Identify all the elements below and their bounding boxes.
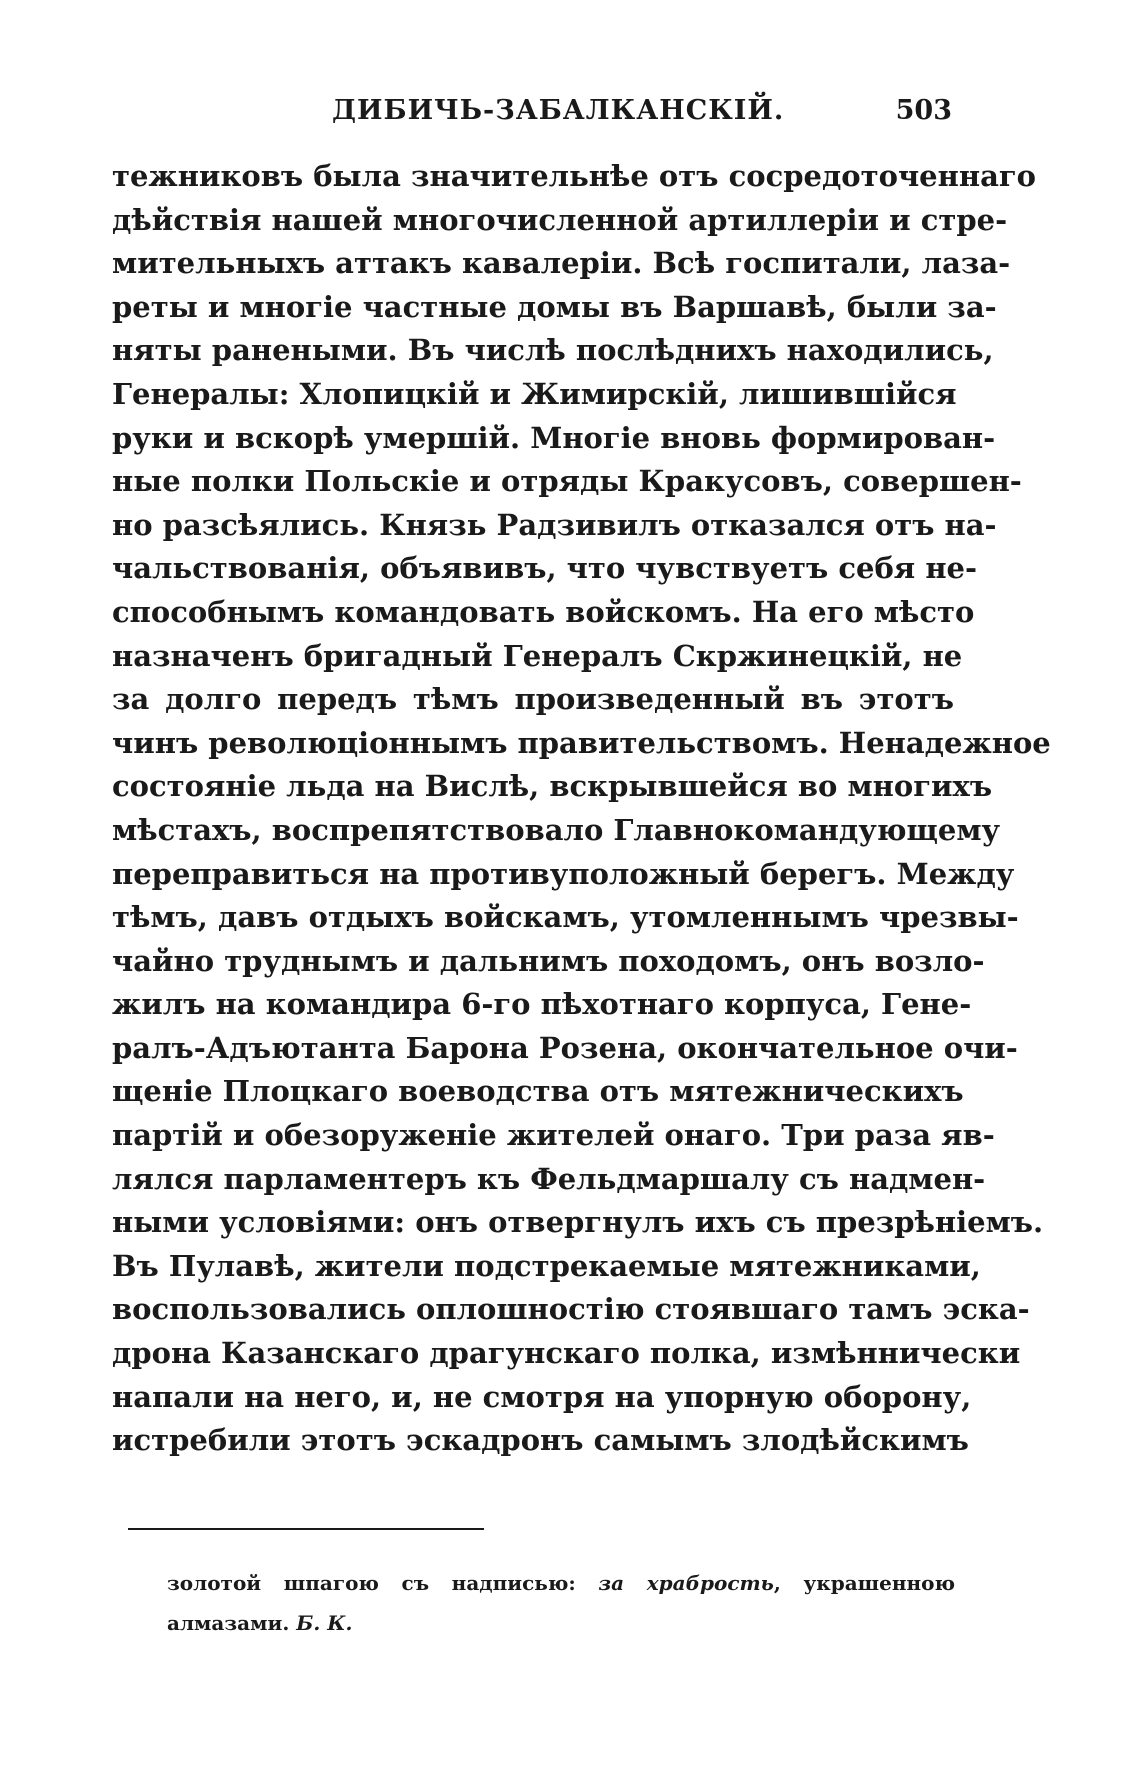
text-line: дрона Казанскаго драгунскаго полка, измѣннически bbox=[112, 1336, 1021, 1371]
text-line: состояніе льда на Вислѣ, вскрывшейся во многихъ bbox=[112, 769, 993, 804]
footnote-rule bbox=[128, 1528, 484, 1530]
text-line: ными условіями: онъ отвергнулъ ихъ съ презрѣніемъ. bbox=[112, 1205, 1044, 1240]
body-text bbox=[112, 155, 1051, 1463]
text-line: мѣстахъ, воспрепятствовало Главнокомандующему bbox=[112, 812, 1001, 847]
text-line: воспользовались оплошностію стоявшаго тамъ эска- bbox=[112, 1292, 1030, 1327]
text-line: способнымъ командовать войскомъ. На его мѣсто bbox=[112, 594, 975, 629]
text-line: тежниковъ была значительнѣе отъ сосредоточеннаго bbox=[112, 159, 1036, 193]
footnote-line bbox=[167, 1563, 955, 1603]
footnote-line bbox=[167, 1603, 955, 1643]
footnote-emphasis: за храбрость bbox=[598, 1571, 774, 1595]
text-line: за долго передъ тѣмъ произведенный въ этотъ bbox=[112, 682, 954, 717]
text-line: переправиться на противуположный берегъ. Между bbox=[112, 856, 1015, 891]
text-line: няты ранеными. Въ числѣ послѣднихъ находились, bbox=[112, 333, 994, 368]
text-line: руки и вскорѣ умершій. Многіе вновь формирован- bbox=[112, 420, 996, 455]
footnote-text: алмазами. bbox=[167, 1611, 297, 1635]
text-line: лялся парламентеръ къ Фельдмаршалу съ надмен- bbox=[112, 1161, 986, 1196]
text-line: чайно труднымъ и дальнимъ походомъ, онъ возло- bbox=[112, 943, 985, 978]
text-line: партій и обезоруженіе жителей онаго. Три раза яв- bbox=[112, 1118, 995, 1153]
text-line: истребили этотъ эскадронъ самымъ злодѣйскимъ bbox=[112, 1423, 969, 1458]
text-line: щеніе Плоцкаго воеводства отъ мятежническихъ bbox=[112, 1074, 964, 1109]
text-line: но разсѣялись. Князь Радзивилъ отказался отъ на- bbox=[112, 507, 997, 542]
text-line: назначенъ бригадный Генералъ Скржинецкій, не bbox=[112, 638, 963, 673]
text-line: чальствованія, объявивъ, что чувствуетъ себя не- bbox=[112, 551, 978, 586]
page-number: 503 bbox=[895, 95, 952, 126]
running-title: ДИБИЧЬ-ЗАБАЛКАНСКІЙ. bbox=[332, 95, 785, 126]
text-line: Въ Пулавѣ, жители подстрекаемые мятежниками, bbox=[112, 1248, 981, 1283]
footnote-text: , украшенною bbox=[773, 1571, 955, 1595]
footnote-text: золотой шпагою съ надписью: bbox=[167, 1571, 599, 1595]
text-line: напали на него, и, не смотря на упорную оборону, bbox=[112, 1379, 972, 1414]
text-line: чинъ революціоннымъ правительствомъ. Ненадежное bbox=[112, 725, 1051, 760]
text-line: Генералы: Хлопицкій и Жимирскій, лишившійся bbox=[112, 376, 957, 411]
text-line: жилъ на командира 6-го пѣхотнаго корпуса, Гене- bbox=[112, 987, 972, 1022]
text-line: реты и многіе частные домы въ Варшавѣ, были за- bbox=[112, 289, 997, 324]
text-line: ные полки Польскіе и отряды Кракусовъ, совершен- bbox=[112, 464, 1022, 499]
text-line: тѣмъ, давъ отдыхъ войскамъ, утомленнымъ чрезвы- bbox=[112, 900, 1019, 935]
page-header bbox=[112, 95, 952, 145]
text-line: дѣйствія нашей многочисленной артиллеріи и стре- bbox=[112, 202, 1008, 237]
footnote-signature: Б. К. bbox=[296, 1611, 353, 1635]
text-line: ралъ-Адъютанта Барона Розена, окончательное очи- bbox=[112, 1030, 1018, 1065]
text-line: мительныхъ аттакъ кавалеріи. Всѣ госпитали, лаза- bbox=[112, 246, 1011, 281]
footnote bbox=[167, 1563, 955, 1643]
